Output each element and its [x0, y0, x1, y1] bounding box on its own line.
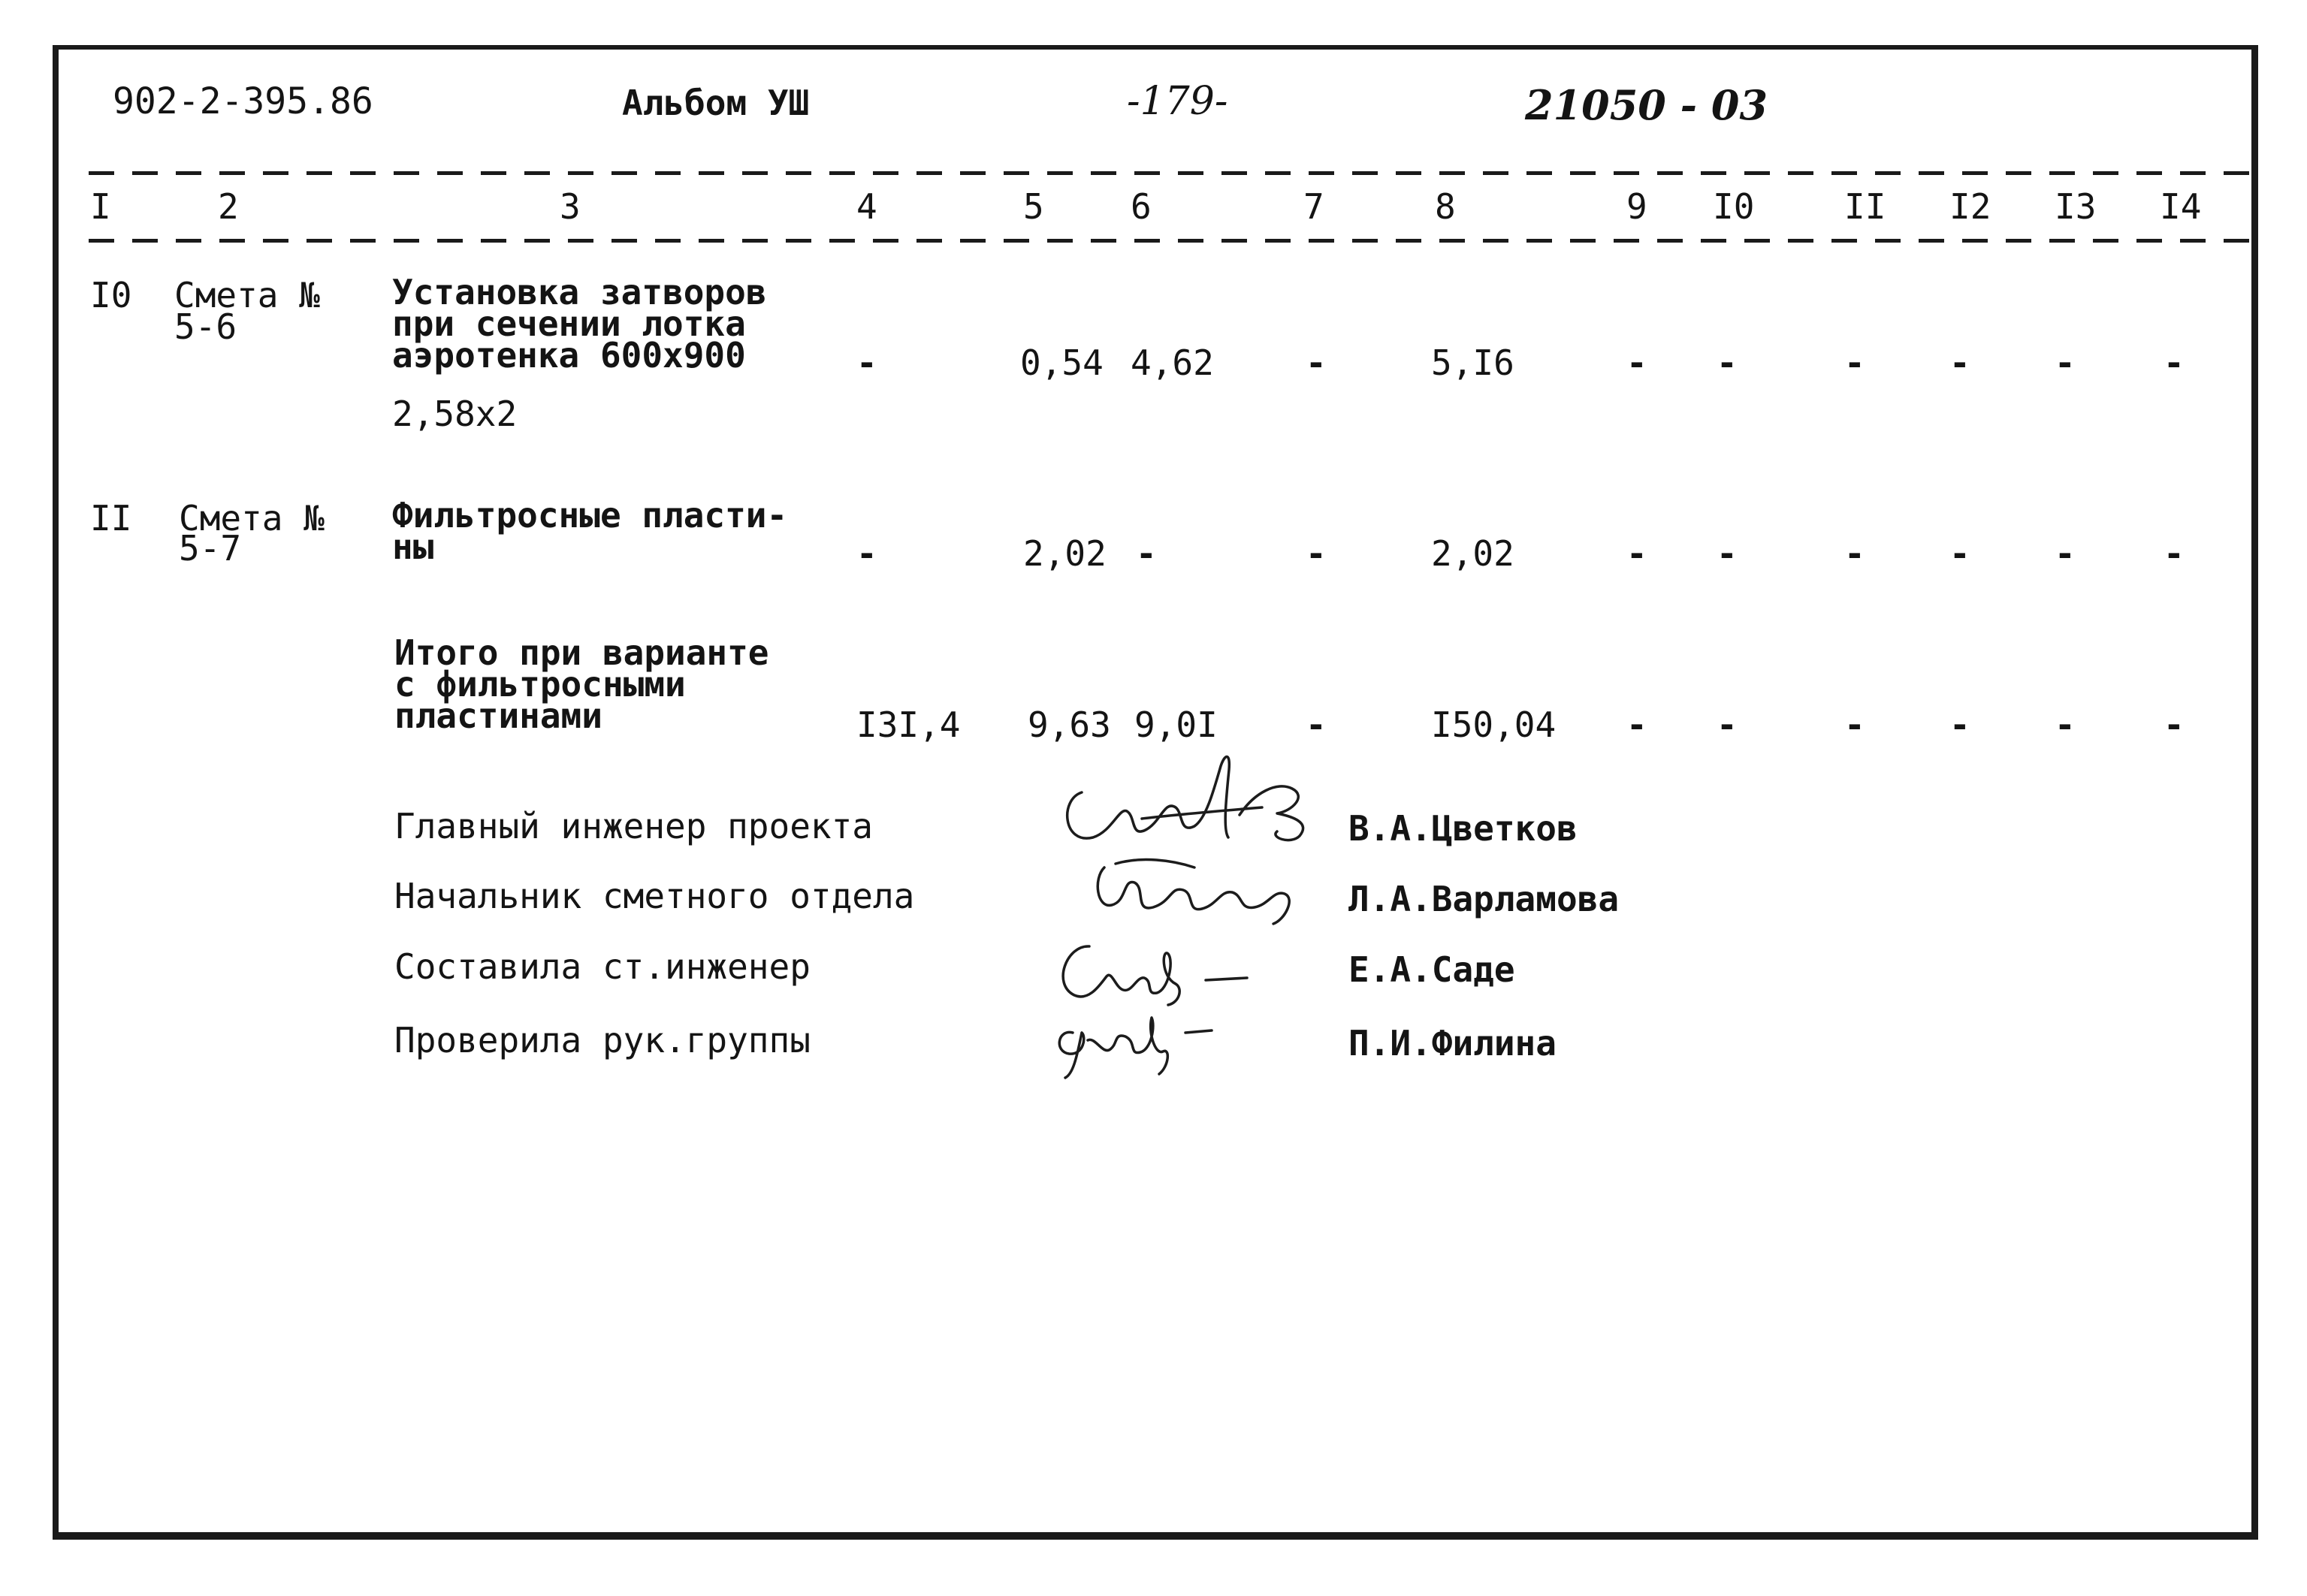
cell-col14: -: [2164, 342, 2185, 383]
signature-mark: [1082, 849, 1315, 931]
col-header-9: 9: [1626, 186, 1647, 227]
row-number: I0: [90, 275, 132, 315]
cell-col6: 4,62: [1131, 342, 1214, 383]
cell-col12: -: [1949, 342, 1970, 383]
cell-col7: -: [1306, 533, 1327, 574]
row-number: II: [90, 498, 132, 539]
col-header-3: 3: [560, 186, 581, 227]
signature-role: Проверила рук.группы: [394, 1020, 811, 1060]
description-line: аэротенка 600х900: [392, 335, 746, 376]
row-description: [392, 495, 788, 567]
cell-col8: I50,04: [1431, 704, 1557, 745]
cell-col11: -: [1844, 342, 1865, 383]
col-header-2: 2: [218, 186, 239, 227]
signature-role: Составила ст.инженер: [394, 946, 811, 987]
estimate-number: 5-7: [179, 528, 242, 569]
cell-col5: 2,02: [1023, 533, 1107, 574]
cell-col8: 2,02: [1431, 533, 1514, 574]
col-header-8: 8: [1435, 186, 1456, 227]
cell-col13: -: [2055, 342, 2076, 383]
cell-col4: I3I,4: [856, 704, 961, 745]
cell-col14: -: [2164, 533, 2185, 574]
cell-col10: -: [1717, 704, 1738, 745]
description-line: при сечении лотка: [392, 303, 746, 344]
cell-col5: 9,63: [1028, 704, 1111, 745]
signature-mark: [1052, 747, 1322, 860]
col-header-7: 7: [1303, 186, 1324, 227]
cell-col12: -: [1949, 533, 1970, 574]
estimate-label: Смета №: [174, 275, 320, 315]
cell-col11: -: [1844, 704, 1865, 745]
cell-col14: -: [2164, 704, 2185, 745]
project-code: 21050 - 03: [1525, 81, 1768, 129]
cell-col4: -: [856, 533, 877, 574]
cell-col10: -: [1717, 533, 1738, 574]
page-number: -179-: [1127, 79, 1228, 124]
cell-col13: -: [2055, 533, 2076, 574]
row-description-extra: 2,58х2: [392, 394, 518, 434]
row-description: [392, 272, 767, 376]
cell-col6: 9,0I: [1134, 704, 1218, 745]
signature-role: Главный инженер проекта: [394, 806, 873, 846]
col-header-1: I: [90, 186, 111, 227]
signature-mark: [1043, 1003, 1238, 1085]
description-line: с фильтросными: [394, 664, 686, 704]
total-description: [394, 632, 769, 736]
cell-col12: -: [1949, 704, 1970, 745]
cell-col5: 0,54: [1020, 342, 1104, 383]
col-header-14: I4: [2160, 186, 2202, 227]
cell-col7: -: [1306, 342, 1327, 383]
cell-col9: -: [1626, 704, 1647, 745]
col-header-11: II: [1844, 186, 1886, 227]
header-rule-bottom: [89, 239, 2252, 243]
cell-col4: -: [856, 342, 877, 383]
estimate-number: 5-6: [174, 306, 237, 347]
col-header-5: 5: [1023, 186, 1044, 227]
description-line: пластинами: [394, 695, 602, 736]
cell-col9: -: [1626, 342, 1647, 383]
cell-col6: -: [1136, 533, 1157, 574]
cell-col8: 5,I6: [1431, 342, 1514, 383]
signature-name: Л.А.Варламова: [1348, 879, 1620, 919]
col-header-4: 4: [856, 186, 877, 227]
description-line: ны: [392, 526, 434, 567]
cell-col13: -: [2055, 704, 2076, 745]
header-rule-top: [89, 171, 2252, 175]
album-label: Альбом УШ: [622, 83, 810, 123]
col-header-12: I2: [1949, 186, 1991, 227]
signature-name: П.И.Филина: [1348, 1023, 1557, 1063]
signature-role: Начальник сметного отдела: [394, 876, 915, 916]
estimate-label: Смета №: [179, 498, 325, 539]
doc-code: 902-2-395.86: [113, 80, 373, 122]
description-line: Фильтросные пласти-: [392, 495, 788, 536]
cell-col9: -: [1626, 533, 1647, 574]
cell-col7: -: [1306, 704, 1327, 745]
cell-col11: -: [1844, 533, 1865, 574]
cell-col10: -: [1717, 342, 1738, 383]
col-header-13: I3: [2055, 186, 2097, 227]
signature-name: В.А.Цветков: [1348, 808, 1578, 849]
col-header-6: 6: [1131, 186, 1152, 227]
signature-mark: [1048, 931, 1266, 1014]
signature-name: Е.А.Саде: [1348, 949, 1515, 990]
description-line: Итого при варианте: [394, 632, 769, 673]
description-line: Установка затворов: [392, 272, 767, 312]
col-header-10: I0: [1713, 186, 1755, 227]
